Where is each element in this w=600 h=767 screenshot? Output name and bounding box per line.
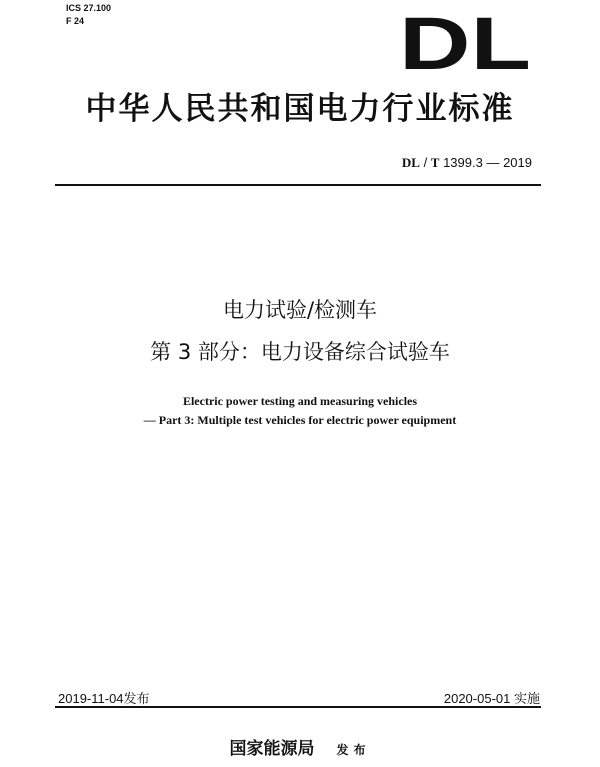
footer-divider — [55, 706, 541, 708]
document-title-cn-line1: 电力试验/检测车 — [222, 298, 378, 322]
document-title-cn-line2: 第 3 部分：电力设备综合试验车 — [150, 340, 450, 364]
standard-title: 中华人民共和国电力行业标准 — [85, 91, 515, 127]
issue-date-value: 2019-11-04 — [58, 691, 124, 706]
standard-number — [402, 155, 532, 171]
standard-number-prefix: DL — [401, 155, 420, 170]
publisher-action: 发布 — [336, 743, 371, 757]
dl-logo-text: DL — [399, 14, 531, 72]
publisher-org: 国家能源局 — [229, 739, 315, 759]
classification-codes — [66, 2, 111, 28]
implementation-date-value: 2020-05-01 — [443, 691, 511, 706]
ics-code: ICS 27.100 — [66, 3, 112, 13]
document-title-en-line1: Electric power testing and measuring vehicles — [182, 394, 418, 408]
publisher — [0, 734, 600, 759]
standard-number-separator: / — [419, 155, 431, 170]
issue-date — [58, 688, 150, 707]
issue-date-label: 发布 — [123, 691, 150, 706]
implementation-date-label: 实施 — [513, 691, 540, 706]
dl-logo — [398, 14, 533, 72]
standard-number-code: 1399.3 — 2019 — [439, 155, 532, 170]
standard-number-type: T — [430, 155, 440, 170]
ccs-code: F 24 — [66, 16, 85, 26]
document-title-en-line2: — Part 3: Multiple test vehicles for electric power equipment — [143, 413, 457, 427]
header-divider — [55, 184, 541, 186]
implementation-date — [444, 688, 540, 707]
